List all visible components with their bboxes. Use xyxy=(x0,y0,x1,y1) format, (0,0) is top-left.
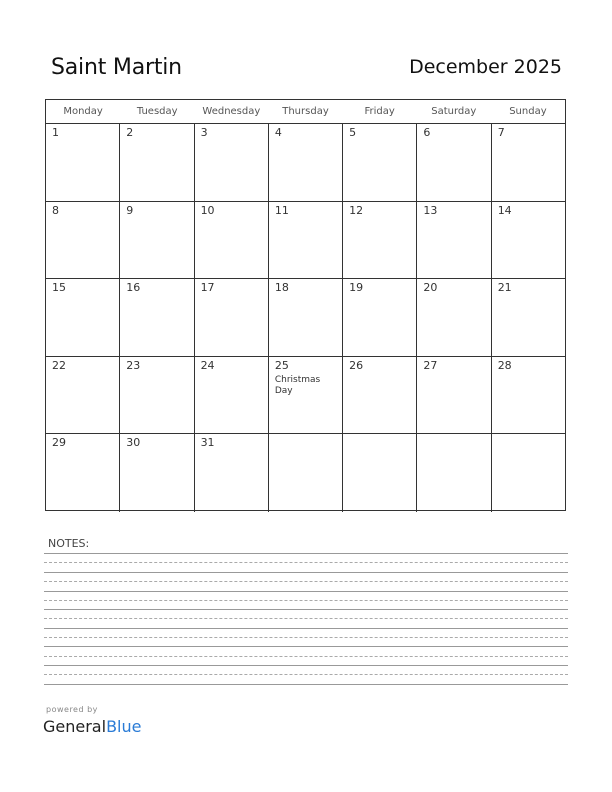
day-cell xyxy=(195,434,269,512)
day-number: 10 xyxy=(200,203,215,217)
day-number: 25 xyxy=(274,358,289,372)
month-title: December 2025 xyxy=(409,56,562,78)
notes-line xyxy=(44,665,568,666)
country-title: Saint Martin xyxy=(51,55,182,80)
day-cell xyxy=(46,357,120,434)
day-number: 29 xyxy=(52,436,66,450)
weekday-header: Saturday xyxy=(431,106,477,117)
day-number: 8 xyxy=(52,203,59,217)
day-cell xyxy=(195,202,269,279)
notes-dashed-line xyxy=(44,637,568,638)
day-cell xyxy=(492,279,565,356)
day-cell xyxy=(417,357,491,434)
day-cell xyxy=(46,279,120,356)
day-cell xyxy=(269,202,343,279)
day-number: 14 xyxy=(497,203,512,217)
notes-line xyxy=(44,572,568,573)
day-cell xyxy=(417,202,491,279)
day-number: 4 xyxy=(274,126,282,139)
weekday-header-row xyxy=(46,100,565,124)
day-cell xyxy=(120,124,194,201)
day-cell xyxy=(492,202,565,279)
day-cell xyxy=(269,357,343,434)
day-number: 18 xyxy=(274,281,289,295)
notes-line xyxy=(44,591,568,592)
day-number: 15 xyxy=(52,281,66,295)
day-number: 17 xyxy=(200,281,215,295)
day-number: 20 xyxy=(423,281,438,295)
weekday-header: Thursday xyxy=(282,106,329,117)
day-cell xyxy=(417,434,491,512)
week-row xyxy=(46,357,565,435)
day-cell xyxy=(120,279,194,356)
day-number: 28 xyxy=(497,358,512,372)
day-number: 16 xyxy=(126,281,141,295)
notes-dashed-line xyxy=(44,581,568,582)
day-cell xyxy=(343,202,417,279)
day-number: 21 xyxy=(497,281,512,295)
notes-label: NOTES: xyxy=(48,537,90,550)
day-cell xyxy=(120,202,194,279)
brand-logo[interactable] xyxy=(43,717,141,736)
day-number: 23 xyxy=(126,358,141,372)
day-number: 9 xyxy=(126,203,134,217)
day-cell xyxy=(417,124,491,201)
day-number: 27 xyxy=(423,358,438,372)
day-number: 12 xyxy=(349,203,364,217)
day-number: 31 xyxy=(200,436,215,450)
day-number: 11 xyxy=(274,203,289,217)
notes-dashed-line xyxy=(44,656,568,657)
notes-line xyxy=(44,628,568,629)
weekday-header: Sunday xyxy=(509,106,547,117)
powered-by-text: powered by xyxy=(46,705,98,714)
brand-general: General xyxy=(43,717,107,736)
day-cell xyxy=(492,124,565,201)
day-cell xyxy=(417,279,491,356)
day-cell xyxy=(343,124,417,201)
week-row xyxy=(46,434,565,512)
day-cell xyxy=(195,124,269,201)
day-number: 30 xyxy=(126,436,141,450)
day-cell xyxy=(120,357,194,434)
notes-line xyxy=(44,553,568,554)
day-cell xyxy=(343,279,417,356)
notes-line xyxy=(44,609,568,610)
brand-blue: Blue xyxy=(106,717,142,736)
day-cell xyxy=(195,357,269,434)
day-cell xyxy=(269,434,343,512)
day-cell xyxy=(120,434,194,512)
day-cell xyxy=(269,279,343,356)
day-cell xyxy=(492,357,565,434)
day-number: 19 xyxy=(349,281,364,295)
day-number: 7 xyxy=(497,126,505,139)
day-number: 22 xyxy=(52,358,66,372)
notes-dashed-line xyxy=(44,562,568,563)
day-cell xyxy=(343,434,417,512)
week-row xyxy=(46,279,565,357)
day-cell xyxy=(46,202,120,279)
day-number: 2 xyxy=(126,126,134,139)
weekday-header: Monday xyxy=(63,106,103,117)
day-cell xyxy=(343,357,417,434)
weekday-header: Friday xyxy=(364,106,395,117)
week-row xyxy=(46,124,565,202)
day-number: 6 xyxy=(423,126,431,139)
calendar-body xyxy=(46,124,565,512)
day-cell xyxy=(269,124,343,201)
notes-line xyxy=(44,646,568,647)
day-number: 3 xyxy=(200,126,208,139)
day-number: 24 xyxy=(200,358,215,372)
notes-dashed-line xyxy=(44,600,568,601)
weekday-header: Wednesday xyxy=(202,106,261,117)
day-number: 1 xyxy=(52,126,59,139)
day-cell xyxy=(195,279,269,356)
weekday-header: Tuesday xyxy=(136,106,178,117)
day-number: 13 xyxy=(423,203,438,217)
day-cell xyxy=(492,434,565,512)
holiday-label: Christmas Day xyxy=(274,374,321,396)
day-number: 5 xyxy=(349,126,357,139)
calendar-grid xyxy=(45,99,566,511)
notes-line xyxy=(44,684,568,685)
day-number: 26 xyxy=(349,358,364,372)
notes-dashed-line xyxy=(44,618,568,619)
week-row xyxy=(46,202,565,280)
day-cell xyxy=(46,434,120,512)
notes-dashed-line xyxy=(44,674,568,675)
day-cell xyxy=(46,124,120,201)
